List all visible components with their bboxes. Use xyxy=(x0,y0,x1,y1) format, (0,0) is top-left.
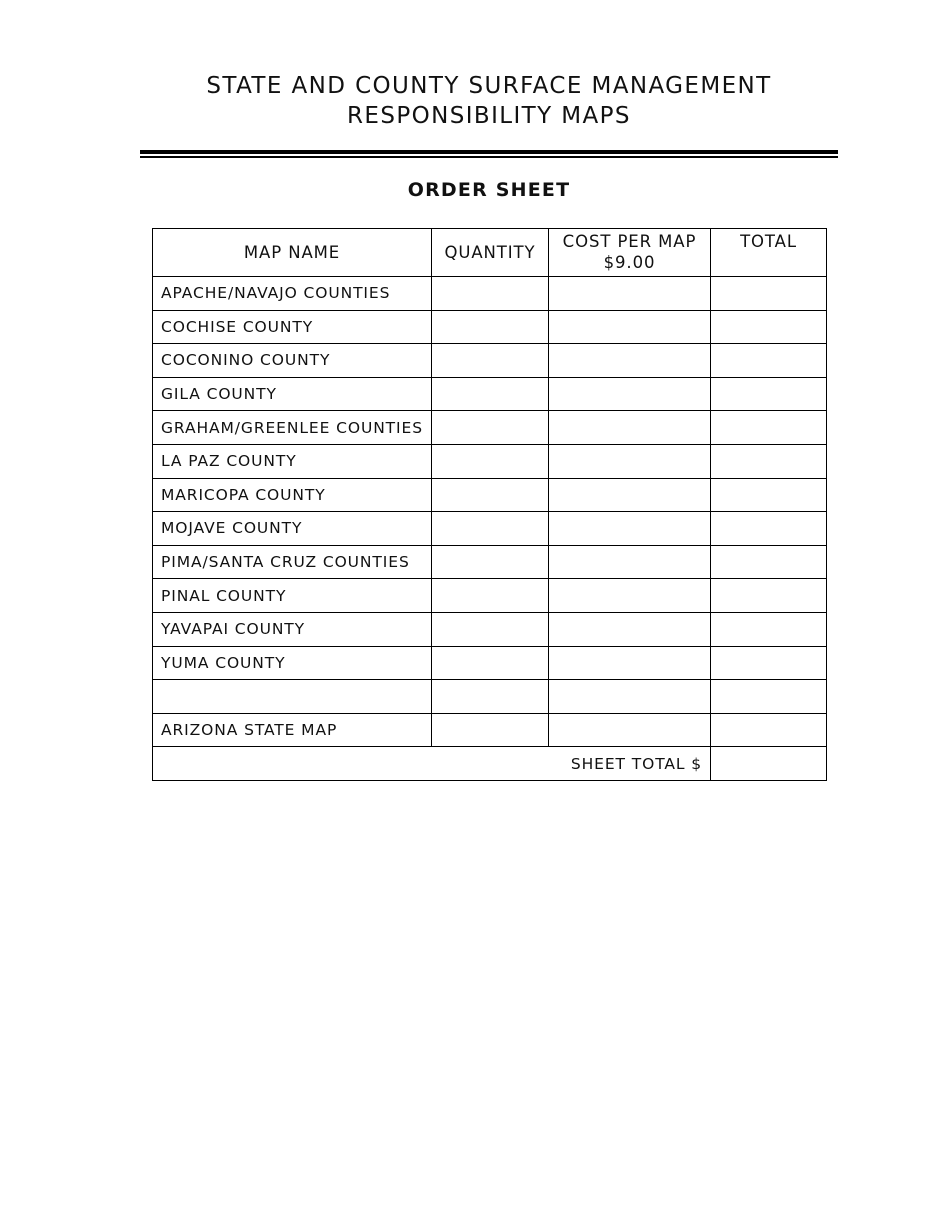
column-header-map-name: MAP NAME xyxy=(153,229,432,277)
map-name-cell: YUMA COUNTY xyxy=(153,646,432,680)
title-divider-thick xyxy=(140,150,838,154)
cost-cell[interactable] xyxy=(549,512,711,546)
map-name-cell: PIMA/SANTA CRUZ COUNTIES xyxy=(153,545,432,579)
table-row xyxy=(153,411,827,445)
column-header-cost-per-map xyxy=(549,229,711,277)
table-row xyxy=(153,680,827,714)
cost-cell[interactable] xyxy=(549,545,711,579)
total-cell[interactable] xyxy=(711,612,827,646)
table-row xyxy=(153,444,827,478)
table-row xyxy=(153,579,827,613)
order-sheet-heading: ORDER SHEET xyxy=(407,179,571,201)
cost-cell[interactable] xyxy=(549,411,711,445)
order-table xyxy=(152,228,827,781)
cost-cell[interactable] xyxy=(549,444,711,478)
cost-cell[interactable] xyxy=(549,377,711,411)
map-name-cell: MARICOPA COUNTY xyxy=(153,478,432,512)
title-line-2: RESPONSIBILITY MAPS xyxy=(347,103,631,129)
document-title xyxy=(140,71,838,131)
quantity-cell[interactable] xyxy=(432,344,549,378)
cost-cell[interactable] xyxy=(549,713,711,747)
quantity-cell[interactable] xyxy=(432,444,549,478)
sheet-total-cell[interactable] xyxy=(711,747,827,781)
map-name-cell: GILA COUNTY xyxy=(153,377,432,411)
quantity-cell[interactable] xyxy=(432,377,549,411)
cost-cell[interactable] xyxy=(549,277,711,311)
title-line-1: STATE AND COUNTY SURFACE MANAGEMENT xyxy=(206,73,772,99)
quantity-cell[interactable] xyxy=(432,545,549,579)
total-cell[interactable] xyxy=(711,545,827,579)
table-row xyxy=(153,344,827,378)
title-divider-thin xyxy=(140,156,838,158)
map-name-cell: MOJAVE COUNTY xyxy=(153,512,432,546)
total-cell[interactable] xyxy=(711,680,827,714)
table-row xyxy=(153,512,827,546)
table-row xyxy=(153,713,827,747)
map-name-cell: GRAHAM/GREENLEE COUNTIES xyxy=(153,411,432,445)
total-cell[interactable] xyxy=(711,310,827,344)
total-cell[interactable] xyxy=(711,478,827,512)
quantity-cell[interactable] xyxy=(432,646,549,680)
cost-cell[interactable] xyxy=(549,612,711,646)
total-cell[interactable] xyxy=(711,713,827,747)
total-cell[interactable] xyxy=(711,579,827,613)
cost-cell[interactable] xyxy=(549,646,711,680)
table-row xyxy=(153,545,827,579)
table-row xyxy=(153,612,827,646)
quantity-cell[interactable] xyxy=(432,512,549,546)
column-header-quantity: QUANTITY xyxy=(432,229,549,277)
map-name-cell: LA PAZ COUNTY xyxy=(153,444,432,478)
total-cell[interactable] xyxy=(711,444,827,478)
quantity-cell[interactable] xyxy=(432,612,549,646)
quantity-cell[interactable] xyxy=(432,277,549,311)
cost-cell[interactable] xyxy=(549,310,711,344)
total-cell[interactable] xyxy=(711,512,827,546)
total-cell[interactable] xyxy=(711,377,827,411)
map-name-cell: COCHISE COUNTY xyxy=(153,310,432,344)
map-name-cell: ARIZONA STATE MAP xyxy=(153,713,432,747)
sheet-total-row xyxy=(153,747,827,781)
table-row xyxy=(153,310,827,344)
quantity-cell[interactable] xyxy=(432,713,549,747)
cost-cell[interactable] xyxy=(549,680,711,714)
quantity-cell[interactable] xyxy=(432,680,549,714)
quantity-cell[interactable] xyxy=(432,478,549,512)
cost-per-map-price: $9.00 xyxy=(603,253,656,272)
sheet-total-label: SHEET TOTAL $ xyxy=(153,747,711,781)
cost-cell[interactable] xyxy=(549,478,711,512)
table-row xyxy=(153,646,827,680)
order-table-body xyxy=(153,277,827,747)
table-row xyxy=(153,277,827,311)
cost-cell[interactable] xyxy=(549,579,711,613)
total-cell[interactable] xyxy=(711,646,827,680)
cost-cell[interactable] xyxy=(549,344,711,378)
total-cell[interactable] xyxy=(711,344,827,378)
total-cell[interactable] xyxy=(711,277,827,311)
map-name-cell: YAVAPAI COUNTY xyxy=(153,612,432,646)
map-name-cell: COCONINO COUNTY xyxy=(153,344,432,378)
map-name-cell xyxy=(153,680,432,714)
map-name-cell: APACHE/NAVAJO COUNTIES xyxy=(153,277,432,311)
table-row xyxy=(153,377,827,411)
column-header-total: TOTAL xyxy=(711,229,827,277)
map-name-cell: PINAL COUNTY xyxy=(153,579,432,613)
quantity-cell[interactable] xyxy=(432,579,549,613)
table-header-row xyxy=(153,229,827,277)
quantity-cell[interactable] xyxy=(432,411,549,445)
total-cell[interactable] xyxy=(711,411,827,445)
quantity-cell[interactable] xyxy=(432,310,549,344)
cost-per-map-label: COST PER MAP xyxy=(562,232,697,251)
table-row xyxy=(153,478,827,512)
